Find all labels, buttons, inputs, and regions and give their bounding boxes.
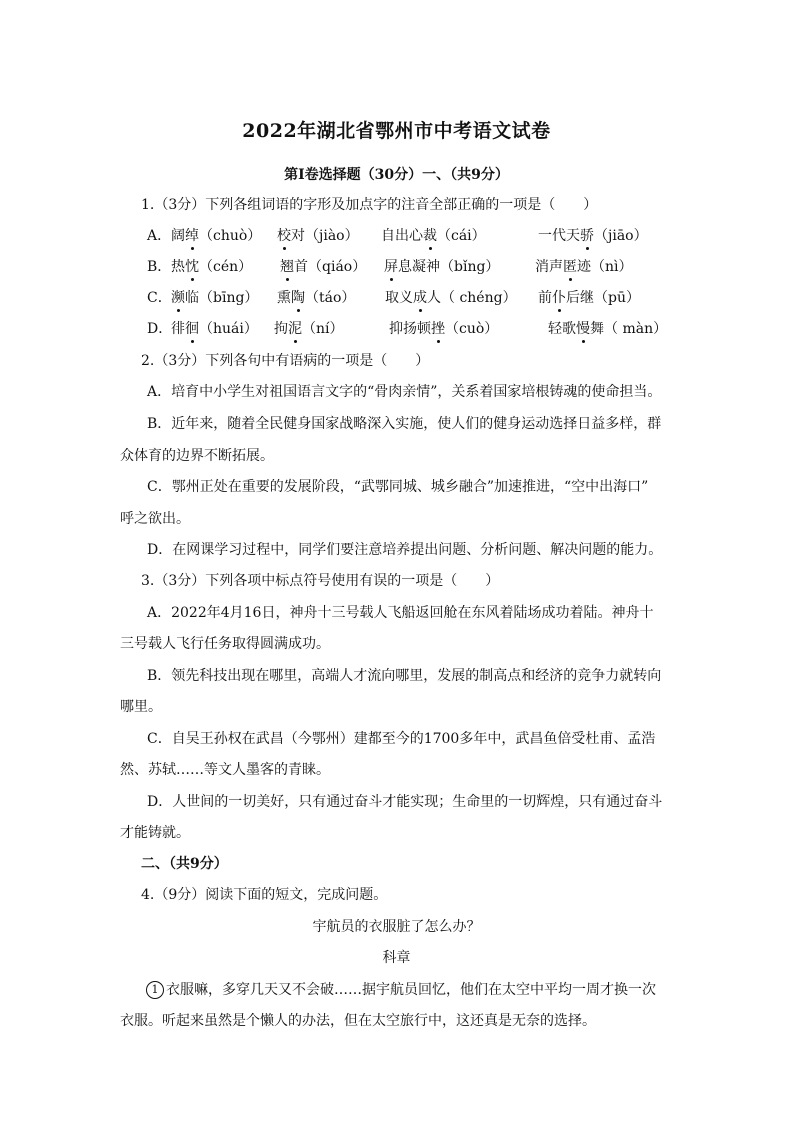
q3-option-b-line2: 哪里。 xyxy=(120,699,162,715)
paragraph-1-line1 xyxy=(146,980,656,1000)
word-item: 热忱（cén） xyxy=(171,259,253,275)
word-item: 徘徊（huái） xyxy=(171,321,258,337)
q3-option-a-line1: A．2022年4月16日，神舟十三号载人飞船返回舱在东风着陆场成功着陆。神舟十 xyxy=(147,605,654,621)
q2-stem: 2.（3分）下列各句中有语病的一项是（ ） xyxy=(141,353,430,369)
q3-option-a-line2: 三号载人飞行任务取得圆满成功。 xyxy=(120,636,330,652)
article-author: 科章 xyxy=(382,950,411,966)
q2-option-a: A．培育中小学生对祖国语言文字的“骨肉亲情”，关系着国家培根铸魂的使命担当。 xyxy=(147,384,662,400)
word-item: 抑扬顿挫（cuò） xyxy=(389,321,499,337)
word-item: 前仆后继（pū） xyxy=(538,290,640,306)
paragraph-text: 衣服嘛，多穿几天又不会破……据宇航员回忆，他们在太空中平均一周才换一次 xyxy=(166,982,656,998)
q3-option-c-line1: C．自吴王孙权在武昌（今鄂州）建都至今的1700多年中，武昌鱼倍受杜甫、孟浩 xyxy=(147,731,656,747)
q2-option-b-line1: B．近年来，随着全民健身国家战略深入实施，使人们的健身运动选择日益多样，群 xyxy=(147,416,662,432)
q4-stem: 4.（9分）阅读下面的短文，完成问题。 xyxy=(141,887,388,903)
word-item: 濒临（bīng） xyxy=(171,290,259,306)
q2-option-b-line2: 众体育的边界不断拓展。 xyxy=(120,448,274,464)
word-item: 一代天骄（jiāo） xyxy=(538,228,648,244)
word-item: 阔绰（chuò） xyxy=(171,228,262,244)
q3-option-d-line1: D．人世间的一切美好，只有通过奋斗才能实现；生命里的一切辉煌，只有通过奋斗 xyxy=(147,794,663,810)
word-item: 轻歌慢舞（ màn） xyxy=(548,321,668,337)
word-item: 取义成人（ chéng） xyxy=(385,290,517,306)
article-title: 宇航员的衣服脏了怎么办？ xyxy=(312,919,481,935)
q3-option-c-line2: 然、苏轼……等文人墨客的青睐。 xyxy=(120,762,330,778)
option-label: C． xyxy=(147,290,172,306)
q3-option-d-line2: 才能铸就。 xyxy=(120,825,190,841)
q3-option-b-line1: B．领先科技出现在哪里，高端人才流向哪里，发展的制高点和经济的竞争力就转向 xyxy=(147,668,662,684)
paragraph-number: 1 xyxy=(146,981,164,999)
q2-option-d: D．在网课学习过程中，同学们要注意培养提出问题、分析问题、解决问题的能力。 xyxy=(147,542,663,558)
q2-option-c-line2: 呼之欲出。 xyxy=(120,511,190,527)
word-item: 拘泥（ní） xyxy=(274,321,344,337)
exam-title: 2022年湖北省鄂州市中考语文试卷 xyxy=(242,120,551,142)
word-item: 校对（jiào） xyxy=(277,228,359,244)
part1-header: 第Ⅰ卷选择题（30分）一、（共9分） xyxy=(284,167,509,183)
option-label: A． xyxy=(147,228,172,244)
word-item: 熏陶（táo） xyxy=(277,290,356,306)
paragraph-1-line2: 衣服。听起来虽然是个懒人的办法，但在太空旅行中，这还真是无奈的选择。 xyxy=(120,1013,596,1029)
word-item: 屏息凝神（bǐng） xyxy=(384,259,500,275)
option-label: B． xyxy=(147,259,172,275)
word-item: 翘首（qiáo） xyxy=(280,259,367,275)
q3-stem: 3.（3分）下列各项中标点符号使用有误的一项是（ ） xyxy=(141,573,500,589)
option-label: D． xyxy=(147,321,173,337)
word-item: 消声匿迹（nì） xyxy=(535,259,633,275)
q2-option-c-line1: C．鄂州正处在重要的发展阶段，“武鄂同城、城乡融合”加速推进，“空中出海口” xyxy=(147,479,649,495)
part2-header: 二、（共9分） xyxy=(141,856,228,872)
q1-stem: 1.（3分）下列各组词语的字形及加点字的注音全部正确的一项是（ ） xyxy=(141,197,598,213)
word-item: 自出心裁（cái） xyxy=(381,228,486,244)
